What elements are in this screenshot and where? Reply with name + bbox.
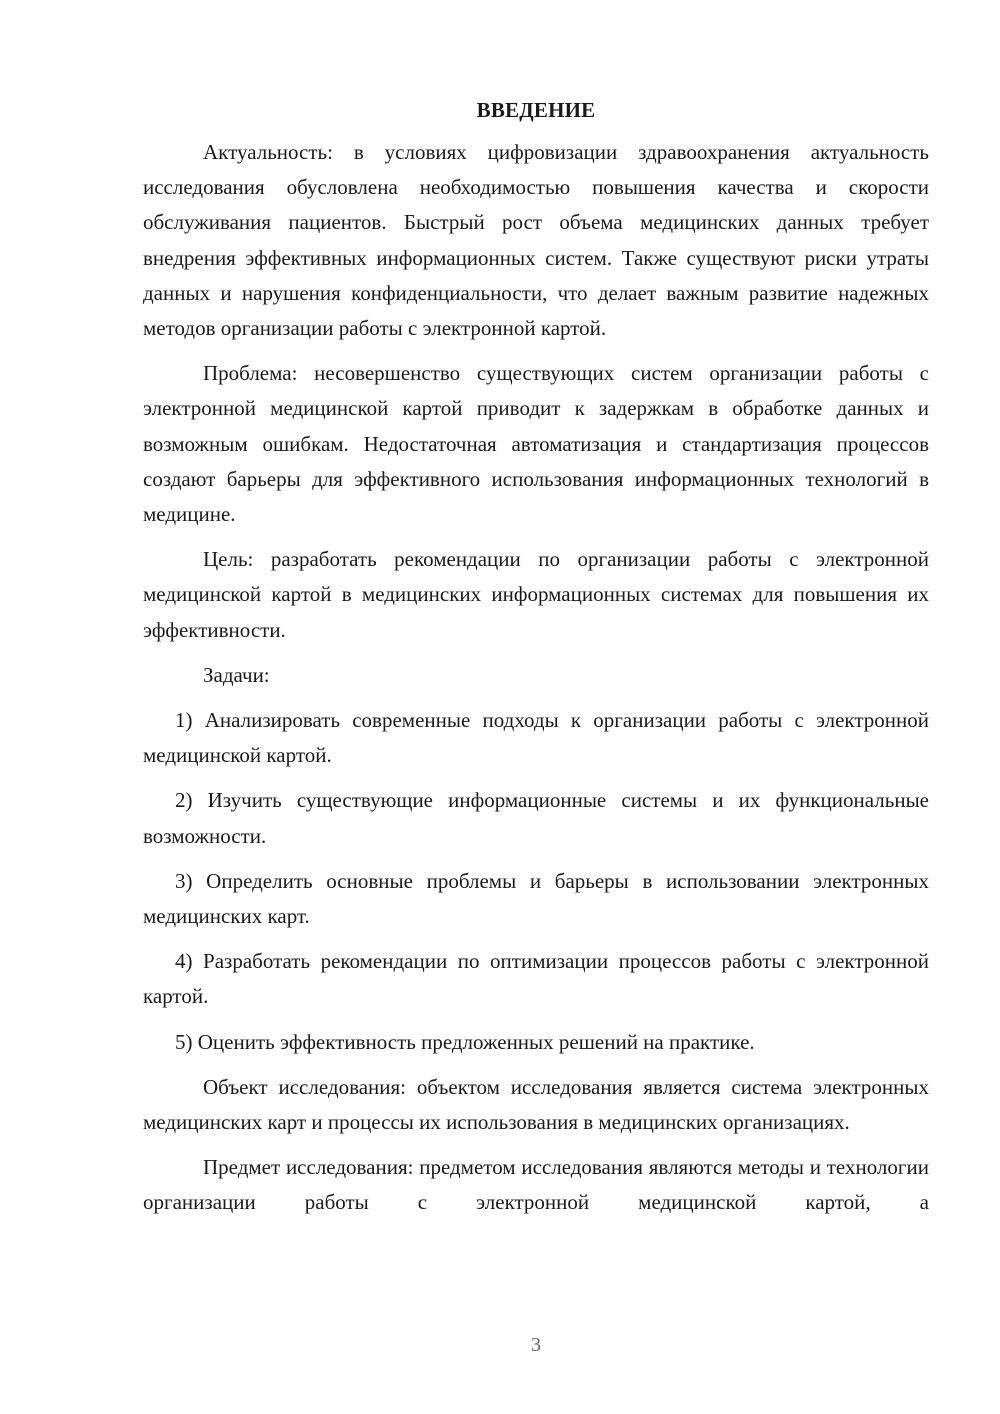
page-number: 3 bbox=[531, 1334, 541, 1356]
task-item-4: 4) Разработать рекомендации по оптимизации процессов работы с электронной картой. bbox=[143, 949, 929, 1009]
task-item-3: 3) Определить основные проблемы и барьеры в использовании электронных медицинских карт. bbox=[143, 868, 929, 929]
task-item-1: 1) Анализировать современные подходы к организации работы с электронной медицинской картой. bbox=[143, 708, 929, 768]
tasks-heading: Задачи: bbox=[203, 662, 270, 687]
paragraph-goal: Цель: разработать рекомендации по организации работы с электронной медицинской картой в медицинских информационных системах для повышения их эффективности. bbox=[143, 547, 929, 642]
paragraph-subject: Предмет исследования: предметом исследования являются методы и технологии организации работы с электронной медицинской картой, а bbox=[143, 1155, 929, 1215]
task-item-2: 2) Изучить существующие информационные системы и их функциональные возможности. bbox=[143, 788, 929, 848]
document-page bbox=[143, 92, 929, 1231]
paragraph-problem: Проблема: несовершенство существующих систем организации работы с электронной медицинской картой приводит к задержкам в обработке данных и возможным ошибкам. Недостаточная автоматизация и стандартизация процессов создают барьеры для эффективного использования информационных технологий в медицине. bbox=[143, 361, 929, 527]
section-title: ВВЕДЕНИЕ bbox=[476, 98, 596, 122]
task-item-5: 5) Оценить эффективность предложенных решений на практике. bbox=[175, 1029, 755, 1054]
paragraph-object: Объект исследования: объектом исследования является система электронных медицинских карт и процессы их использования в медицинских организациях. bbox=[143, 1074, 929, 1135]
paragraph-relevance: Актуальность: в условиях цифровизации здравоохранения актуальность исследования обусловлена необходимостью повышения качества и скорости обслуживания пациентов. Быстрый рост объема медицинских данных требует внедрения эффективных информационных систем. Также существуют риски утраты данных и нарушения конфиденциальности, что делает важным развитие надежных методов организации работы с электронной картой. bbox=[143, 140, 929, 341]
